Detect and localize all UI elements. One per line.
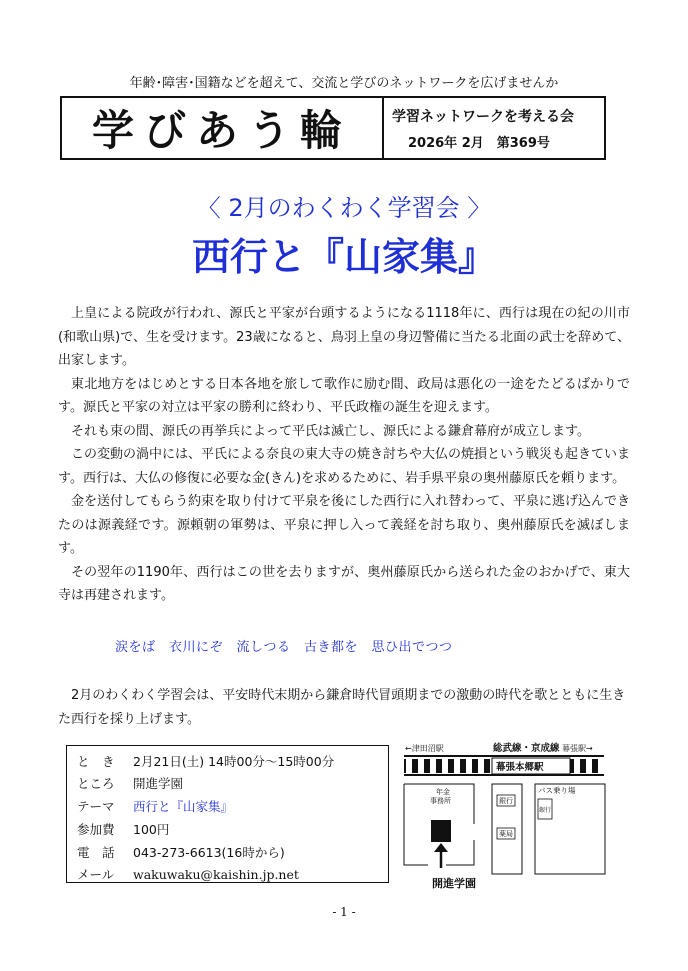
map-school-building (431, 820, 451, 842)
map-street (404, 784, 428, 865)
issue-info: 2026年 2月 第369号 (408, 136, 550, 151)
article-body (58, 302, 630, 608)
paragraph: その翌年の1190年、西行はこの世を去りますが、奥州藤原氏から送られた金のおかげで、東大寺は再建されます。 (58, 564, 630, 603)
info-label: ところ (77, 776, 115, 791)
info-value: 開進学園 (133, 776, 184, 791)
map-bank-1: 銀行 (499, 797, 513, 805)
map-pharmacy: 薬局 (499, 830, 513, 838)
info-value: 043-273-6613(16時から) (133, 845, 285, 860)
map-office-label-1: 年金 (436, 788, 450, 796)
info-row-time (77, 752, 334, 770)
paragraph: この変動の渦中には、平氏による奈良の東大寺の焼き討ちや大仏の焼損という戦災も起きています。西行は、大仏の修復に必要な金(きん)を求めるために、岩手県平泉の奥州藤原氏を頼ります。 (58, 447, 631, 486)
map-bus-stop: バス乗り場 (538, 786, 576, 795)
access-map (400, 740, 610, 900)
info-value: wakuwaku@kaishin.jp.net (133, 867, 299, 882)
paragraph: 東北地方をはじめとする日本各地を旅して歌作に励む間、政局は悪化の一途をたどるばかりです。源氏と平家の対立は平家の勝利に終わり、平氏政権の誕生を迎えます。 (58, 376, 630, 415)
info-label: 参加費 (77, 822, 115, 837)
poem: 涙をば 衣川にぞ 流しつる 古き都を 思ひ出でつつ (115, 640, 453, 655)
info-label: メール (77, 867, 115, 882)
main-title: 西行と『山家集』 (191, 235, 496, 279)
tagline: 年齢･障害･国籍などを超えて、交流と学びのネットワークを広げませんか (129, 76, 559, 91)
info-label: テーマ (77, 799, 115, 814)
paragraph: それも束の間、源氏の再挙兵によって平氏は滅亡し、源氏による鎌倉幕府が成立します。 (71, 423, 590, 439)
map-arrow-icon (434, 843, 448, 852)
paragraph: 上皇による院政が行われ、源氏と平家が台頭するようになる1118年に、西行は現在の紀の川市(和歌山県)で、生を受けます。23歳になると、鳥羽上皇の身辺警備に当たる北面の武士を辞めて、出家します。 (58, 306, 630, 368)
event-info-box (66, 745, 389, 883)
info-label: 電 話 (77, 845, 115, 860)
newsletter-title-cell (62, 98, 384, 158)
map-line-name: 総武線・京成線 (493, 743, 560, 754)
info-value: 西行と『山家集』 (133, 799, 234, 814)
info-row-fee (77, 820, 169, 838)
map-rail-top (404, 755, 604, 757)
paragraph: 金を送付してもらう約束を取り付けて平泉を後にした西行に入れ替わって、平泉に逃げ込んできたのは源義経です。源頼朝の軍勢は、平泉に押し入って義経を討ち取り、奥州藤原氏を滅ぼします。 (58, 494, 630, 556)
info-row-phone (77, 843, 285, 861)
info-label: と き (77, 754, 115, 769)
page-number: - 1 - (332, 905, 356, 919)
paragraph: 2月のわくわく学習会は、平安時代末期から鎌倉時代冒頭期までの激動の時代を歌とともに生きた西行を採り上げます。 (58, 688, 626, 727)
info-row-place (77, 774, 183, 792)
map-station: 幕張本郷駅 (496, 762, 544, 773)
closing-text (58, 684, 630, 732)
newsletter-info (392, 106, 574, 151)
map-left-station: ←津田沼駅 (405, 744, 444, 753)
event-heading: 〈 2月のわくわく学習会 〉 (196, 194, 492, 222)
newsletter-title: 学びあう輪 (91, 106, 352, 155)
info-value: 100円 (133, 822, 170, 837)
map-school: 開進学園 (432, 877, 476, 890)
organization-name: 学習ネットワークを考える会 (392, 109, 574, 125)
map-bank-2: 銀行 (539, 807, 552, 814)
map-block (535, 784, 605, 874)
map-street (446, 840, 474, 865)
info-value: 2月21日(土) 14時00分～15時00分 (133, 754, 335, 769)
map-office: 事務所 (430, 797, 451, 805)
masthead (60, 96, 606, 160)
map-right-station: 幕張駅→ (562, 744, 593, 753)
info-row-theme (77, 797, 233, 815)
info-row-email (77, 865, 299, 883)
